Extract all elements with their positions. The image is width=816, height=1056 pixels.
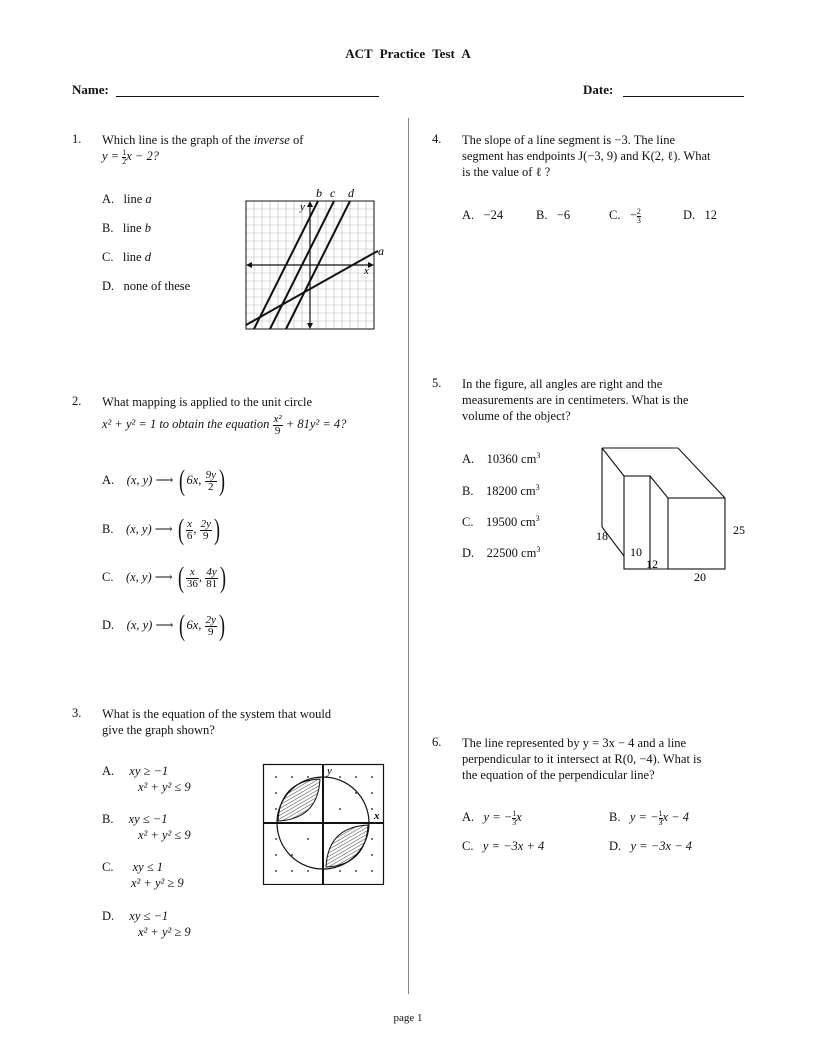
fraction-denominator: 3	[512, 817, 517, 827]
text-line: In the figure, all angles are right and the	[462, 377, 663, 391]
question-text	[462, 132, 752, 180]
line-d-label: d	[348, 186, 354, 200]
option-line1: xy ≤ 1	[132, 860, 164, 874]
option-text: 19500 cm	[485, 515, 536, 530]
option-d[interactable]	[102, 611, 227, 641]
text-line: The line represented by y = 3x − 4 and a line	[462, 736, 687, 750]
option-line2: x² + y² ≤ 9	[138, 828, 191, 842]
option-letter: C.	[102, 860, 114, 874]
solid-figure	[590, 440, 750, 590]
option-exponent: 3	[536, 545, 541, 554]
option-letter: D.	[102, 909, 115, 923]
option-letter: D.	[609, 839, 622, 853]
option-letter: A.	[462, 810, 475, 824]
fraction-denominator: 9	[274, 424, 281, 437]
x-axis-label: x	[364, 265, 369, 277]
paren-close: )	[213, 513, 220, 546]
option-line1: xy ≤ −1	[129, 909, 169, 923]
equation-part: x − 2?	[126, 149, 159, 163]
question-text: What mapping is applied to the unit circle	[102, 395, 313, 409]
option-d[interactable]	[102, 278, 190, 294]
option-a[interactable]	[462, 809, 522, 827]
question-number: 6.	[432, 735, 442, 749]
text-emphasis: inverse	[253, 133, 290, 147]
option-text: 18200 cm	[485, 484, 536, 499]
dim-depth: 12	[646, 557, 658, 571]
option-text: y = −	[483, 810, 513, 824]
option-text: 10360 cm	[486, 452, 537, 467]
option-text: −6	[556, 208, 571, 222]
option-letter: C.	[462, 515, 474, 530]
option-letter: B.	[609, 810, 621, 824]
name-field[interactable]	[116, 95, 379, 97]
option-line2: x² + y² ≥ 9	[131, 876, 184, 890]
paren-open: (	[177, 513, 184, 546]
line-c-label: c	[330, 186, 336, 200]
question-text	[462, 735, 752, 783]
text-line: The slope of a line segment is −3. The line	[462, 133, 676, 147]
fraction-denominator: 9	[208, 625, 214, 638]
option-exponent: 3	[536, 451, 541, 460]
option-letter: D.	[683, 208, 696, 222]
fraction-numerator: 1	[512, 808, 517, 818]
option-letter: A.	[102, 472, 115, 487]
option-c[interactable]	[462, 838, 544, 854]
option-c[interactable]: C. (x, y) ⟶ ( $\frac{x}{36}$ , $\frac{4y}{81}$ )	[102, 561, 227, 594]
option-exponent: 3	[535, 483, 540, 492]
option-text: none of these	[123, 279, 191, 293]
paren-close: )	[218, 464, 225, 497]
option-b[interactable]: B. (x, y) ⟶ ( $\frac{x}{6}$ , $\frac{2y}{9}$ )	[102, 513, 220, 546]
option-text: x − 4	[662, 810, 689, 824]
option-text: line	[123, 192, 146, 206]
option-lhs: (x, y) ⟶	[126, 617, 174, 632]
question-number: 3.	[72, 706, 82, 720]
option-c[interactable]	[102, 249, 151, 265]
fraction	[200, 519, 212, 542]
column-divider	[408, 118, 409, 994]
fraction-denominator: 3	[658, 817, 663, 827]
fraction-numerator: 2y	[205, 613, 216, 626]
option-d[interactable]	[462, 542, 540, 561]
option-term: 6x,	[186, 617, 202, 632]
question-number: 4.	[432, 132, 442, 146]
option-lhs: (x, y) ⟶	[126, 472, 174, 487]
option-b[interactable]	[609, 809, 689, 827]
fraction-denominator: 6	[186, 529, 193, 542]
option-c[interactable]	[462, 511, 540, 530]
option-letter: B.	[536, 208, 548, 222]
date-label: Date:	[583, 82, 614, 97]
option-lhs: (x, y) ⟶	[125, 521, 173, 536]
dim-left: 18	[596, 529, 608, 543]
fraction-numerator: x	[186, 567, 199, 579]
question-text	[462, 376, 752, 424]
dim-height: 25	[733, 523, 745, 537]
name-label: Name:	[72, 82, 109, 97]
question-text	[102, 132, 392, 166]
option-d[interactable]	[102, 908, 191, 940]
fraction	[186, 567, 199, 590]
paren-close: )	[220, 561, 227, 594]
option-letter: D.	[102, 617, 115, 632]
option-term: 6x,	[186, 472, 202, 487]
text-line: is the value of ℓ ?	[462, 165, 551, 179]
option-text: 12	[704, 208, 718, 222]
y-axis-label: y	[300, 201, 305, 213]
option-b[interactable]	[462, 480, 540, 499]
option-letter: D.	[462, 546, 475, 561]
option-a[interactable]	[102, 466, 227, 496]
x-axis-label: x	[374, 810, 380, 822]
fraction-denominator: 2	[122, 156, 127, 166]
option-var: d	[144, 250, 151, 264]
option-text: −24	[483, 208, 504, 222]
option-a[interactable]	[462, 207, 503, 223]
y-axis-label: y	[327, 765, 332, 777]
option-letter: C.	[609, 208, 621, 222]
paren-open: (	[178, 609, 185, 642]
option-text: x	[516, 810, 522, 824]
option-letter: A.	[102, 192, 115, 206]
option-var: b	[144, 221, 151, 235]
fraction-denominator: 3	[636, 215, 641, 225]
question-number: 2.	[72, 394, 82, 408]
fraction-numerator: 4y	[206, 565, 217, 578]
page-number: page 1	[393, 1012, 423, 1024]
text-line: the equation of the perpendicular line?	[462, 768, 655, 782]
option-a[interactable]	[102, 191, 152, 207]
option-b[interactable]	[102, 811, 191, 843]
option-line1: xy ≥ −1	[129, 764, 169, 778]
question-number: 5.	[432, 376, 442, 390]
paren-open: (	[177, 561, 184, 594]
option-a[interactable]	[102, 763, 191, 795]
option-line1: xy ≤ −1	[128, 812, 168, 826]
question-number: 1.	[72, 132, 82, 146]
option-text: 22500 cm	[486, 546, 537, 561]
fraction	[186, 519, 194, 542]
dim-step: 10	[630, 545, 642, 559]
option-letter: B.	[102, 221, 114, 235]
fraction-denominator: 9	[203, 529, 209, 542]
fraction-numerator: 2y	[200, 517, 211, 530]
text-line: segment has endpoints J(−3, 9) and K(2, ℓ). What	[462, 149, 711, 163]
text-line: give the graph shown?	[102, 723, 215, 737]
fraction-numerator: 1	[658, 808, 663, 818]
option-letter: C.	[102, 569, 114, 584]
option-letter: C.	[462, 839, 474, 853]
fraction-numerator: 2	[636, 206, 641, 216]
paren-open: (	[178, 464, 185, 497]
dim-width: 20	[694, 570, 706, 584]
fraction-denominator: 36	[186, 577, 198, 590]
option-letter: C.	[102, 250, 114, 264]
fraction-numerator: x²	[273, 412, 282, 425]
inequality-graph	[262, 763, 386, 885]
option-c[interactable]	[609, 207, 641, 225]
option-d[interactable]	[609, 838, 692, 854]
option-letter: A.	[102, 764, 115, 778]
fraction	[205, 567, 218, 590]
option-text: line	[122, 221, 145, 235]
option-line2: x² + y² ≥ 9	[138, 925, 191, 939]
fraction-numerator: 9y	[205, 468, 216, 481]
date-field[interactable]	[623, 95, 744, 97]
equation-part: + 81y² = 4?	[285, 417, 347, 431]
option-lhs: (x, y) ⟶	[125, 569, 173, 584]
option-c[interactable]	[102, 859, 184, 891]
fraction	[205, 615, 217, 638]
option-letter: B.	[102, 812, 114, 826]
option-text: y = −3x + 4	[482, 839, 545, 853]
fraction-denominator: 2	[208, 480, 214, 493]
option-var: a	[145, 192, 152, 206]
option-b[interactable]	[536, 207, 570, 223]
text-line: volume of the object?	[462, 409, 571, 423]
option-letter: B.	[102, 521, 114, 536]
fraction-numerator: x	[187, 517, 192, 530]
fraction	[205, 470, 217, 493]
fraction-numerator: 1	[122, 147, 127, 157]
paren-close: )	[218, 609, 225, 642]
option-a[interactable]	[462, 448, 540, 467]
text-segment: of	[289, 133, 304, 147]
text-line: perpendicular to it intersect at R(0, −4). What is	[462, 752, 702, 766]
line-a-label: a	[378, 244, 384, 258]
option-exponent: 3	[535, 514, 540, 523]
text-segment: Which line is the graph of the	[102, 133, 254, 147]
text-line: measurements are in centimeters. What is the	[462, 393, 689, 407]
option-text: y = −3x − 4	[630, 839, 692, 853]
text-line: What is the equation of the system that would	[102, 707, 332, 721]
line-b-label: b	[316, 186, 322, 200]
equation-part: x² + y² = 1 to obtain the equation	[102, 417, 270, 431]
fraction	[637, 208, 641, 225]
question-text-line2	[102, 412, 402, 437]
option-letter: A.	[462, 208, 475, 222]
fraction	[273, 414, 283, 437]
option-text: line	[122, 250, 145, 264]
equation-part: y =	[102, 149, 123, 163]
fraction-denominator: 81	[206, 577, 218, 590]
option-d[interactable]	[683, 207, 717, 223]
option-text: −	[629, 208, 637, 222]
option-line2: x² + y² ≤ 9	[138, 780, 191, 794]
option-text: y = −	[629, 810, 659, 824]
option-letter: D.	[102, 279, 115, 293]
lines-graph	[238, 186, 388, 331]
option-letter: B.	[462, 484, 474, 499]
option-b[interactable]	[102, 220, 151, 236]
option-letter: A.	[462, 452, 475, 467]
question-text	[102, 706, 392, 738]
document-title: ACT Practice Test A	[345, 46, 471, 61]
